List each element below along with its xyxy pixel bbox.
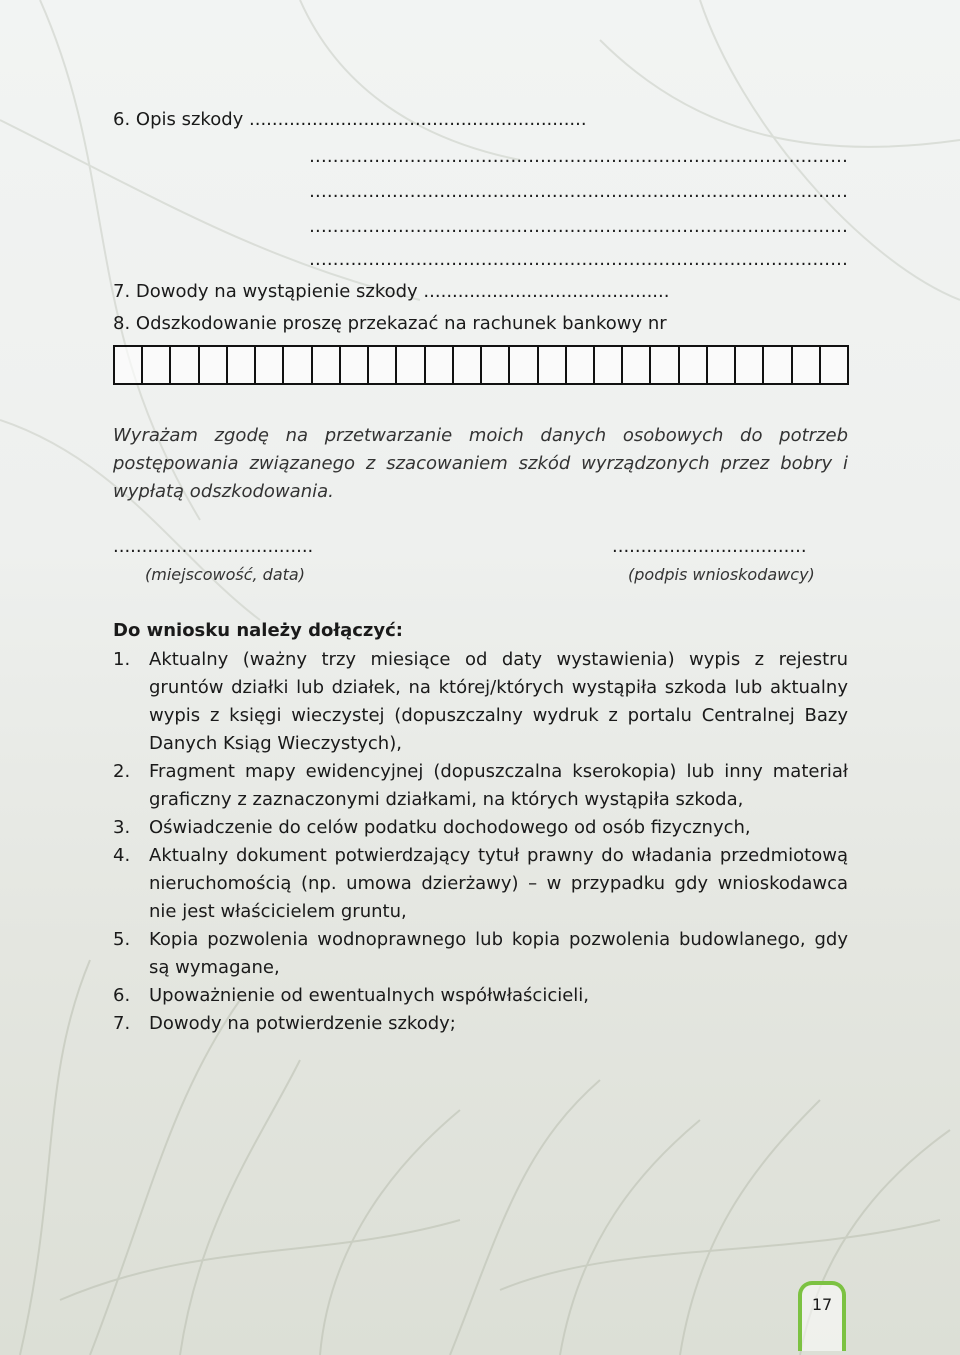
account-digit-cell[interactable] — [651, 347, 679, 383]
attachment-number: 7. — [113, 1013, 131, 1034]
account-digit-cell[interactable] — [256, 347, 284, 383]
attachment-item — [113, 646, 848, 758]
attachment-text: Oświadczenie do celów podatku dochodowego od osób fizycznych, — [149, 817, 751, 838]
consent-statement: Wyrażam zgodę na przetwarzanie moich danych osobowych do potrzeb postępowania związanego z szacowaniem szkód wyrządzonych przez bobry i wypłatą odszkodowania. — [113, 425, 848, 502]
attachment-number: 3. — [113, 817, 131, 838]
bank-account-number-field[interactable] — [113, 345, 849, 385]
attachment-number: 6. — [113, 985, 131, 1006]
attachment-text: Kopia pozwolenia wodnoprawnego lub kopia pozwolenia budowlanego, gdy są wymagane, — [149, 929, 848, 978]
account-digit-cell[interactable] — [736, 347, 764, 383]
account-digit-cell[interactable] — [143, 347, 171, 383]
place-date-line[interactable]: ................................... — [113, 536, 314, 557]
attachment-number: 4. — [113, 845, 131, 866]
account-digit-cell[interactable] — [708, 347, 736, 383]
account-digit-cell[interactable] — [284, 347, 312, 383]
attachments-heading: Do wniosku należy dołączyć: — [113, 620, 403, 641]
account-digit-cell[interactable] — [171, 347, 199, 383]
attachment-number: 1. — [113, 649, 131, 670]
attachment-text: Dowody na potwierdzenie szkody; — [149, 1013, 456, 1034]
account-digit-cell[interactable] — [764, 347, 792, 383]
attachment-item — [113, 982, 848, 1010]
attachments-list — [113, 646, 848, 1038]
account-digit-cell[interactable] — [369, 347, 397, 383]
attachment-item — [113, 926, 848, 982]
item-7-evidence: 7. Dowody na wystąpienie szkody ........................................... — [113, 281, 670, 302]
attachment-text: Aktualny dokument potwierdzający tytuł prawny do władania przedmiotową nieruchomością (np. umowa dzierżawy) – w przypadku gdy wnioskodawca nie jest właścicielem gruntu, — [149, 845, 848, 922]
account-digit-cell[interactable] — [623, 347, 651, 383]
account-digit-cell[interactable] — [510, 347, 538, 383]
item-6-damage-description: 6. Opis szkody ........................................................... — [113, 109, 587, 130]
item-8-bank-account: 8. Odszkodowanie proszę przekazać na rachunek bankowy nr — [113, 313, 667, 334]
attachment-item — [113, 758, 848, 814]
account-digit-cell[interactable] — [482, 347, 510, 383]
signature-caption: (podpis wnioskodawcy) — [628, 565, 815, 584]
damage-description-line[interactable]: ........................................................................................... — [309, 216, 848, 237]
damage-description-line[interactable]: ........................................................................................... — [309, 181, 848, 202]
attachment-text: Aktualny (ważny trzy miesiące od daty wystawienia) wypis z rejestru gruntów działki lub działek, na której/których wystąpiła szkoda lub aktualny wypis z księgi wieczystej (dopuszczalny wydruk z portalu Centralnej Bazy Danych Ksiąg Wieczystych), — [149, 649, 848, 754]
account-digit-cell[interactable] — [341, 347, 369, 383]
attachment-item — [113, 814, 848, 842]
account-digit-cell[interactable] — [595, 347, 623, 383]
account-digit-cell[interactable] — [454, 347, 482, 383]
attachment-item — [113, 1010, 848, 1038]
account-digit-cell[interactable] — [539, 347, 567, 383]
damage-description-line[interactable]: ........................................................................................... — [309, 146, 848, 167]
account-digit-cell[interactable] — [567, 347, 595, 383]
account-digit-cell[interactable] — [680, 347, 708, 383]
page-number: 17 — [811, 1295, 833, 1314]
account-digit-cell[interactable] — [228, 347, 256, 383]
account-digit-cell[interactable] — [793, 347, 821, 383]
account-digit-cell[interactable] — [200, 347, 228, 383]
attachment-number: 5. — [113, 929, 131, 950]
place-date-caption: (miejscowość, data) — [145, 565, 305, 584]
signature-line[interactable]: .................................. — [612, 536, 807, 557]
page-number-badge — [798, 1281, 846, 1351]
account-digit-cell[interactable] — [115, 347, 143, 383]
account-digit-cell[interactable] — [821, 347, 847, 383]
damage-description-line[interactable]: ........................................................................................... — [309, 249, 848, 270]
attachment-text: Fragment mapy ewidencyjnej (dopuszczalna kserokopia) lub inny materiał graficzny z zaznaczonymi działkami, na których wystąpiła szkoda, — [149, 761, 848, 810]
attachment-text: Upoważnienie od ewentualnych współwłaścicieli, — [149, 985, 590, 1006]
account-digit-cell[interactable] — [313, 347, 341, 383]
attachment-item — [113, 842, 848, 926]
attachment-number: 2. — [113, 761, 131, 782]
account-digit-cell[interactable] — [426, 347, 454, 383]
account-digit-cell[interactable] — [397, 347, 425, 383]
